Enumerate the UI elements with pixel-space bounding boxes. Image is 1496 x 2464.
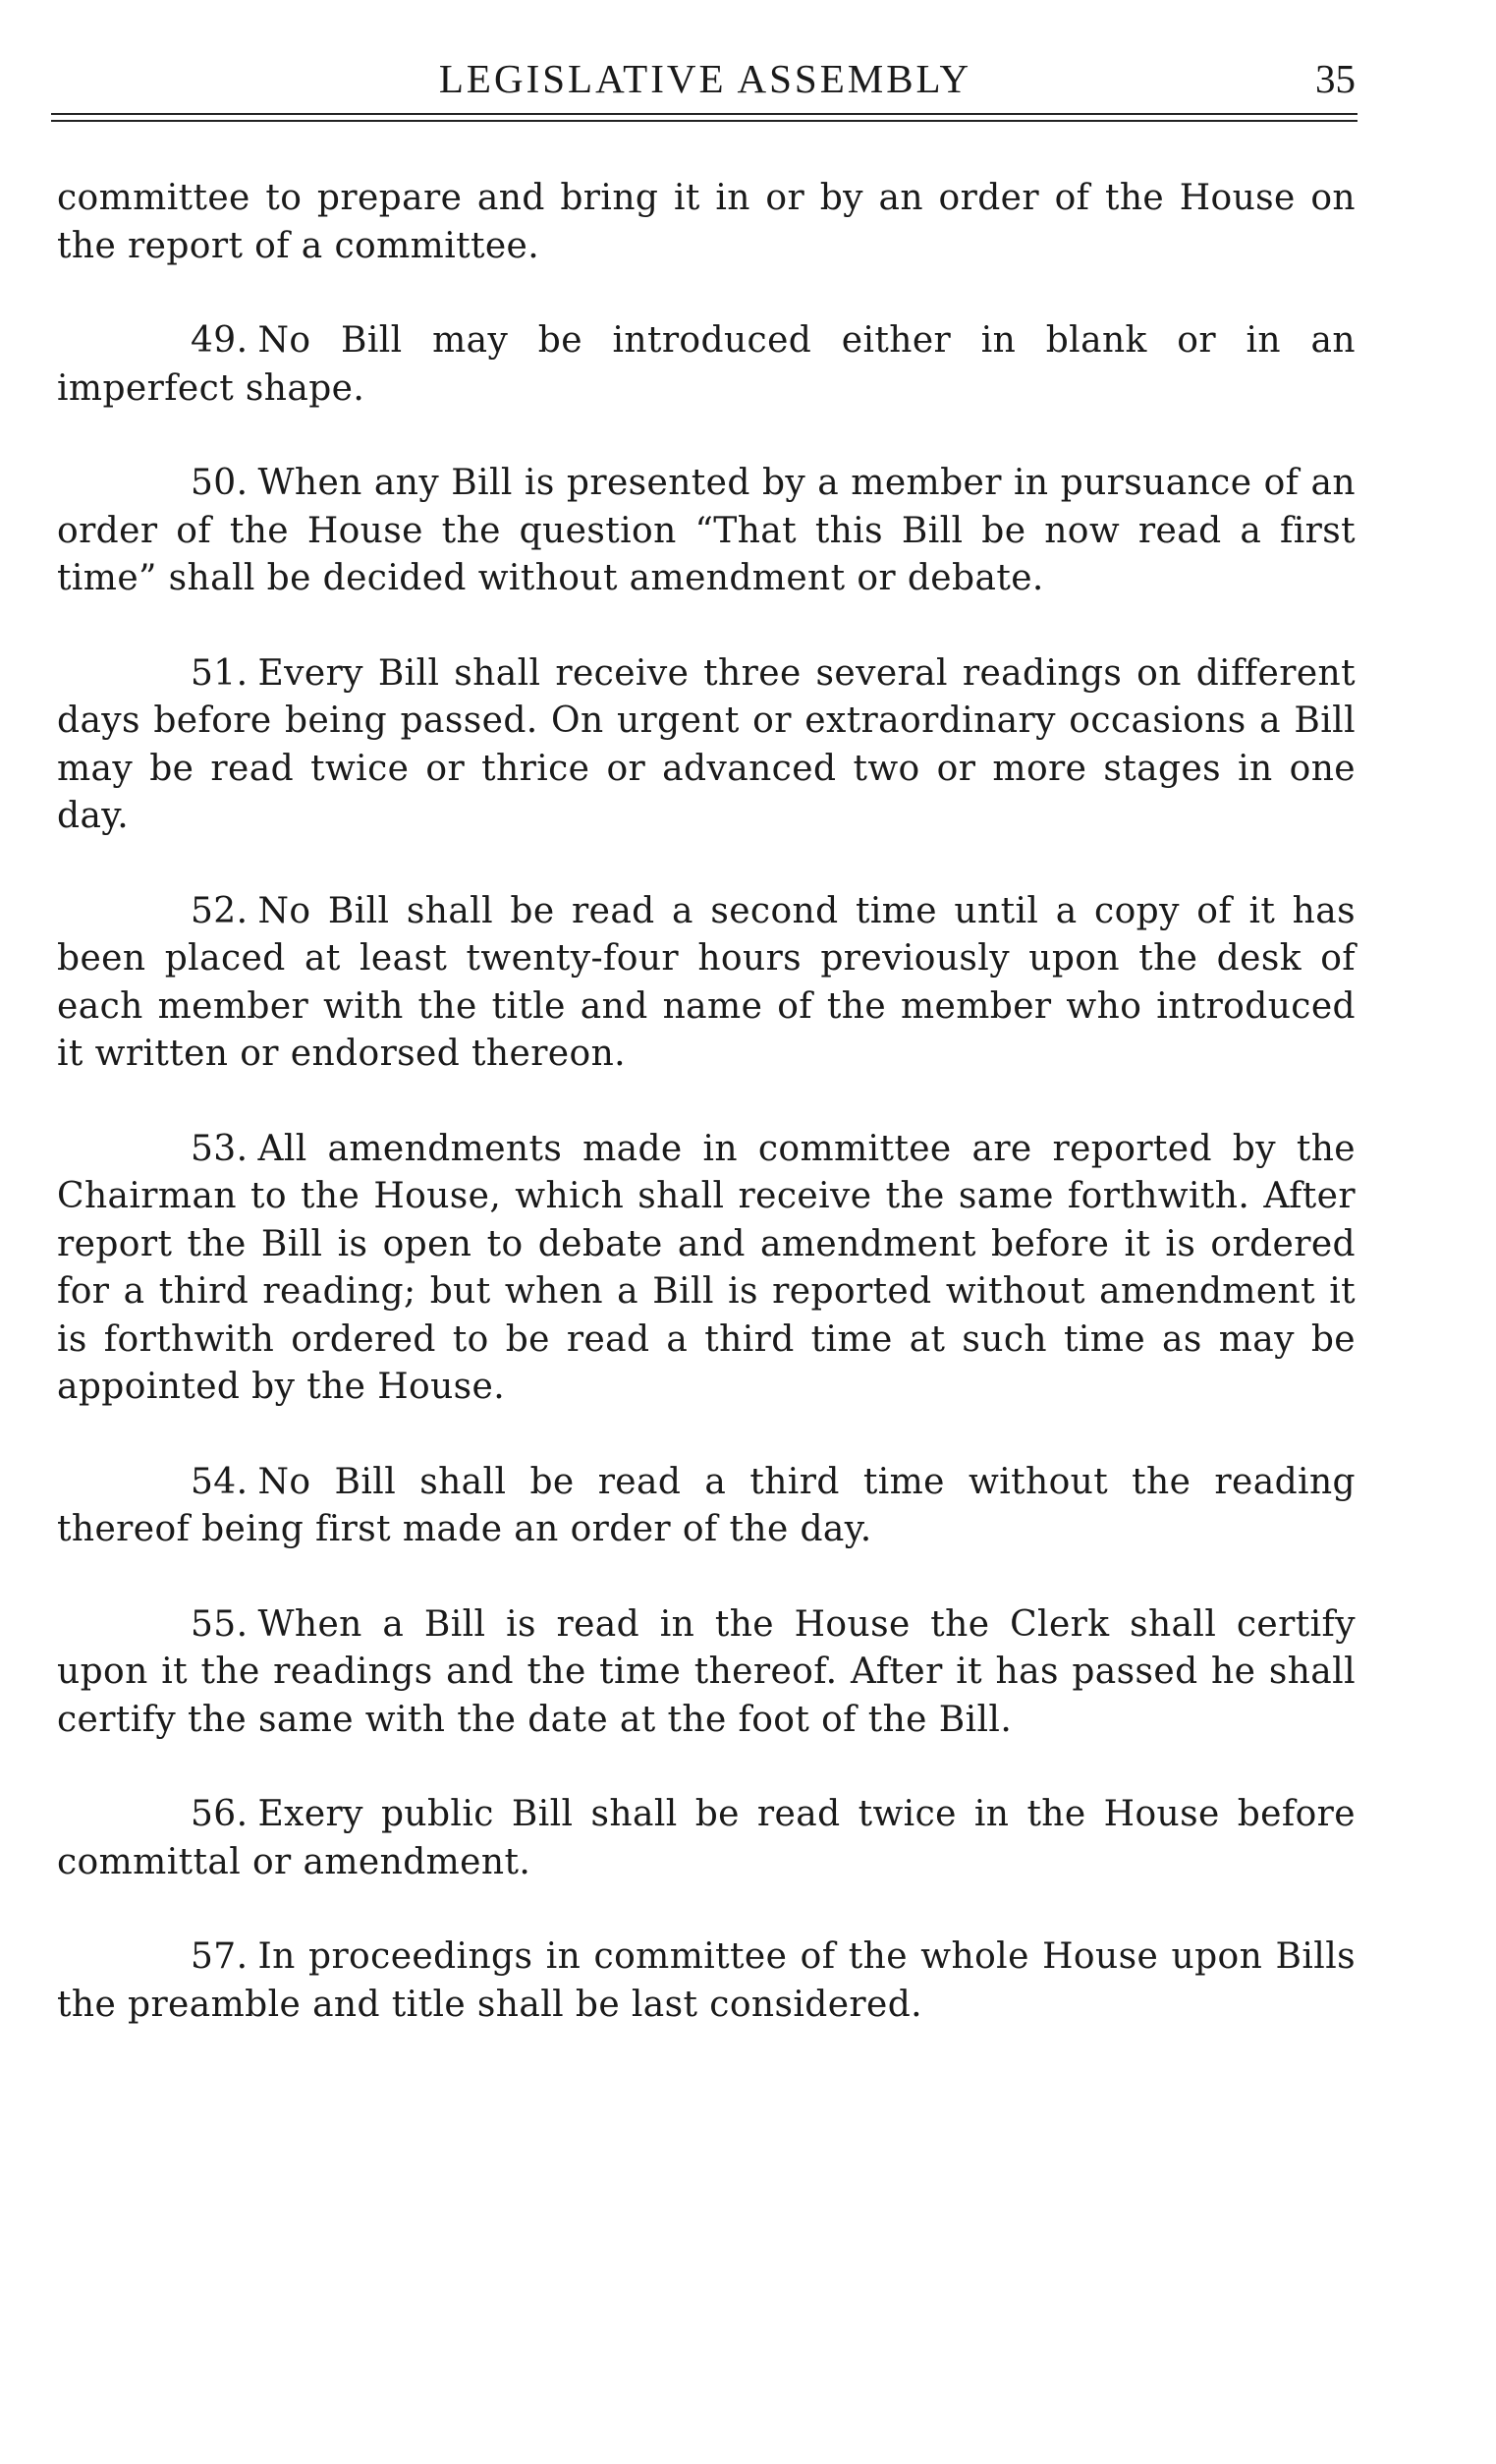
paragraph-text: All amendments made in committee are reported by the Chairman to the House, which shall receive the same forthwith. After report the Bill is open to debate and amendment before it is ordered for a third reading; but when a Bill is reported without amendment it is forthwith ordered to be read a third time at such time as may be appointed by the House. xyxy=(57,1128,1356,1407)
rule-number: 51. xyxy=(191,652,249,694)
rule-paragraph-52 xyxy=(57,888,1356,1079)
paragraph-text: Every Bill shall receive three several readings on different days before being passed. On urgent or extraordinary occasions a Bill may be read twice or thrice or advanced two or more stages in one day. xyxy=(57,652,1356,836)
rule-number: 50. xyxy=(191,463,249,503)
paragraph-text: No Bill may be introduced either in blank or in an imperfect shape. xyxy=(57,320,1356,409)
header-rule-bottom xyxy=(51,120,1357,122)
rule-paragraph-51 xyxy=(57,650,1356,841)
rule-paragraph-56 xyxy=(57,1791,1356,1886)
rule-paragraph-54 xyxy=(57,1459,1356,1554)
running-head: LEGISLATIVE ASSEMBLY xyxy=(438,56,972,101)
rule-number: 53. xyxy=(191,1128,249,1169)
rule-number: 56. xyxy=(191,1794,249,1834)
paragraph-text: Exery public Bill shall be read twice in the House before committal or amendment. xyxy=(57,1794,1356,1882)
rule-paragraph-57 xyxy=(57,1933,1356,2029)
paragraph-text: When a Bill is read in the House the Clerk shall certify upon it the readings and the time thereof. After it has passed he shall certify the same with the date at the foot of the Bill. xyxy=(57,1603,1356,1740)
rule-number: 55. xyxy=(191,1603,249,1645)
header-rule-top xyxy=(51,113,1357,115)
paragraph-continued xyxy=(57,175,1356,270)
paragraph-text: No Bill shall be read a third time without the reading thereof being first made an order of the day. xyxy=(57,1461,1356,1549)
rule-number: 49. xyxy=(191,320,249,361)
paragraph-text: In proceedings in committee of the whole House upon Bills the preamble and title shall be last considered. xyxy=(57,1936,1356,2025)
page-body xyxy=(57,175,1356,2076)
paragraph-text: committee to prepare and bring it in or by an order of the House on the report of a committee. xyxy=(57,178,1356,266)
rule-paragraph-53 xyxy=(57,1126,1356,1412)
paragraph-text: No Bill shall be read a second time until a copy of it has been placed at least twenty-four hours previously upon the desk of each member with the title and name of the member who introduced it written or endorsed thereon. xyxy=(57,890,1356,1074)
rule-number: 57. xyxy=(191,1936,249,1977)
rule-paragraph-49 xyxy=(57,317,1356,413)
rule-number: 52. xyxy=(191,890,249,931)
page-number: 35 xyxy=(1315,56,1356,101)
rule-paragraph-55 xyxy=(57,1601,1356,1745)
rule-number: 54. xyxy=(191,1461,249,1502)
rule-paragraph-50 xyxy=(57,460,1356,603)
paragraph-text: When any Bill is presented by a member in pursuance of an order of the House the question “That this Bill be now read a first time” shall be decided without amendment or debate. xyxy=(57,463,1356,598)
page-header xyxy=(55,49,1356,108)
